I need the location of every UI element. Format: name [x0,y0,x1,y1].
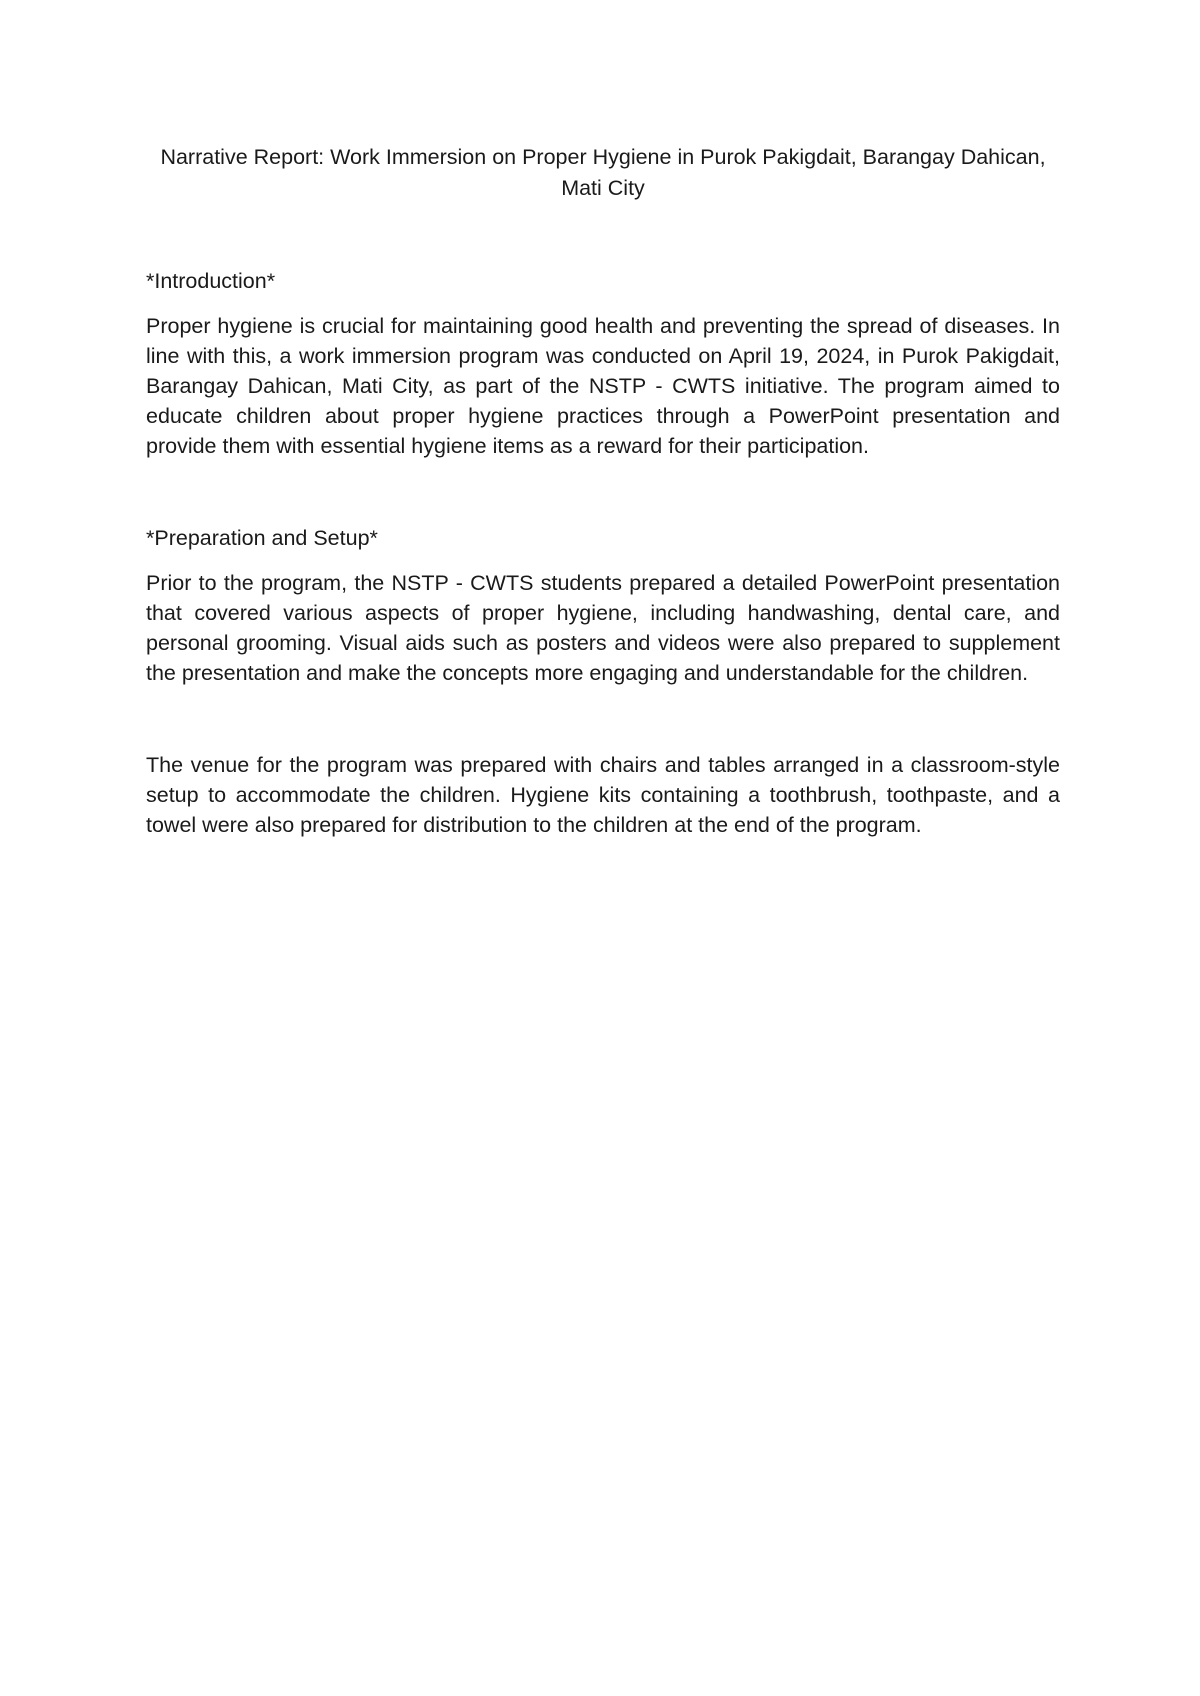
paragraph-preparation: Prior to the program, the NSTP - CWTS students prepared a detailed PowerPoint presentation that covered various aspects of proper hygiene, including handwashing, dental care, and personal grooming. Visual aids such as posters and videos were also prepared to supplement the presentation and make the concepts more engaging and understandable for the children. [146,571,1060,685]
document-title: Narrative Report: Work Immersion on Proper Hygiene in Purok Pakigdait, Barangay Dahican, Mati City [160,145,1046,200]
paragraph-introduction: Proper hygiene is crucial for maintaining good health and preventing the spread of diseases. In line with this, a work immersion program was conducted on April 19, 2024, in Purok Pakigdait, Barangay Dahican, Mati City, as part of the NSTP - CWTS initiative. The program aimed to educate children about proper hygiene practices through a PowerPoint presentation and provide them with essential hygiene items as a reward for their participation. [146,314,1060,458]
section-heading-preparation: *Preparation and Setup* [146,526,378,550]
section-heading-introduction: *Introduction* [146,269,276,293]
document-body [146,142,1060,840]
paragraph-venue: The venue for the program was prepared with chairs and tables arranged in a classroom-style setup to accommodate the children. Hygiene kits containing a toothbrush, toothpaste, and a towel were also prepared for distribution to the children at the end of the program. [146,753,1060,837]
